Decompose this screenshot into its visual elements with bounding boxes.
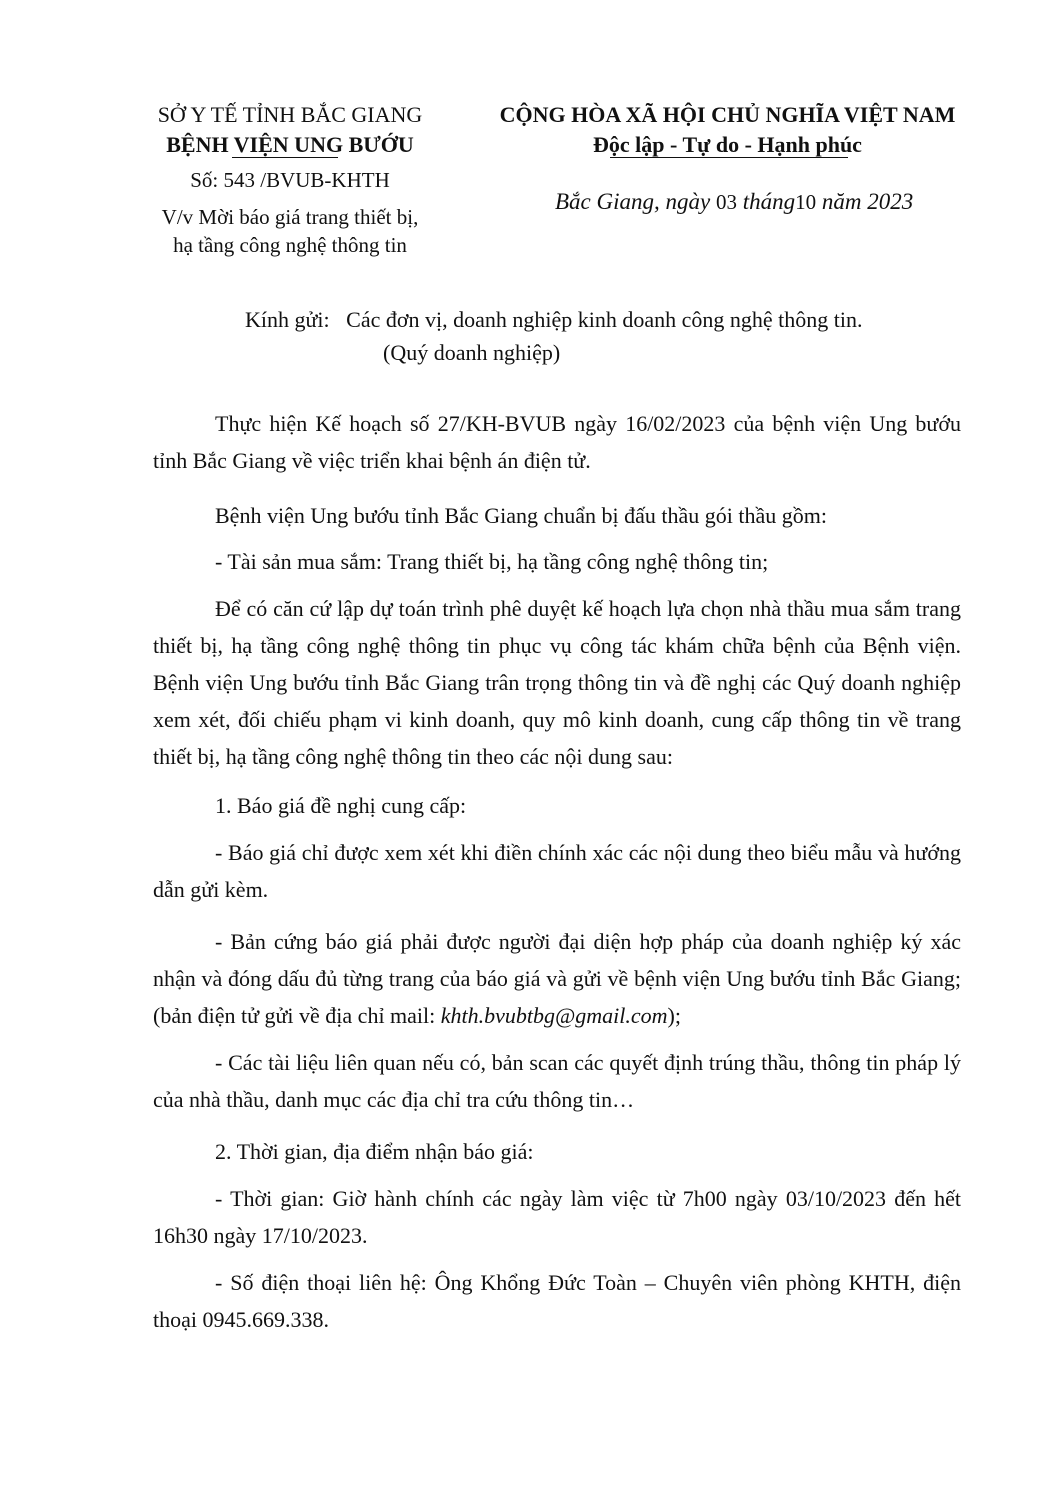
document-number: Số: 543 /BVUB-KHTH [190, 168, 390, 192]
paragraph-5 [153, 787, 961, 824]
paragraph-7-end: ); [667, 1003, 681, 1028]
header-left [130, 100, 450, 160]
header-right-underline [610, 157, 848, 158]
paragraph-1 [153, 405, 961, 479]
paragraph-8-text: - Các tài liệu liên quan nếu có, bản scan các quyết định trúng thầu, thông tin pháp lý của nhà thầu, danh mục các địa chỉ tra cứu thông tin… [153, 1050, 961, 1112]
national-motto: Độc lập - Tự do - Hạnh phúc [593, 132, 862, 157]
paragraph-3 [153, 543, 961, 580]
hospital-name: BỆNH VIỆN UNG BƯỚU [166, 132, 414, 157]
paragraph-2 [153, 497, 961, 534]
nation-title: CỘNG HÒA XÃ HỘI CHỦ NGHĨA VIỆT NAM [499, 102, 956, 127]
paragraph-11 [153, 1264, 961, 1338]
paragraph-7-text: - Bản cứng báo giá phải được người đại diện hợp pháp của doanh nghiệp ký xác nhận và đóng dấu đủ từng trang của báo giá và gửi về bệnh viện Ung bướu tỉnh Bắc Giang; (bản điện tử gửi về địa chỉ mail: [153, 929, 961, 1028]
paragraph-7 [153, 923, 961, 1034]
date-month: 10 [795, 190, 817, 214]
date-line [465, 186, 1061, 218]
paragraph-4 [153, 590, 961, 775]
paragraph-5-text: 1. Báo giá đề nghị cung cấp: [215, 793, 467, 818]
date-place: Bắc Giang, ngày [555, 189, 716, 214]
paragraph-9 [153, 1133, 961, 1170]
recipient-label: Kính gửi: [245, 307, 330, 332]
subject-line-1: V/v Mời báo giá trang thiết bị, [161, 205, 419, 229]
paragraph-9-text: 2. Thời gian, địa điểm nhận báo giá: [215, 1139, 534, 1164]
paragraph-6-text: - Báo giá chỉ được xem xét khi điền chính xác các nội dung theo biểu mẫu và hướng dẫn gửi kèm. [153, 840, 961, 902]
subject-line-2: hạ tầng công nghệ thông tin [173, 233, 407, 257]
header-left-underline [232, 157, 338, 158]
date-day: 03 [715, 190, 737, 214]
header-right [465, 100, 990, 160]
document-subject [130, 203, 450, 259]
paragraph-3-text: - Tài sản mua sắm: Trang thiết bị, hạ tầng công nghệ thông tin; [215, 549, 769, 574]
paragraph-10-text: - Thời gian: Giờ hành chính các ngày làm việc từ 7h00 ngày 03/10/2023 đến hết 16h30 ngày 17/10/2023. [153, 1186, 961, 1248]
date-year: năm 2023 [816, 189, 914, 214]
paragraph-4-text: Để có căn cứ lập dự toán trình phê duyệt kế hoạch lựa chọn nhà thầu mua sắm trang thiết bị, hạ tầng công nghệ thông tin phục vụ công tác khám chữa bệnh của Bệnh viện. Bệnh viện Ung bướu tỉnh Bắc Giang trân trọng thông tin và đề nghị các Quý doanh nghiệp xem xét, đối chiếu phạm vi kinh doanh, quy mô kinh doanh, cung cấp thông tin về trang thiết bị, hạ tầng công nghệ thông tin theo các nội dung sau: [153, 596, 961, 769]
email-link[interactable]: khth.bvubtbg@gmail.com [440, 1003, 668, 1028]
paragraph-2-text: Bệnh viện Ung bướu tỉnh Bắc Giang chuẩn bị đấu thầu gói thầu gồm: [215, 503, 827, 528]
paragraph-1-text: Thực hiện Kế hoạch số 27/KH-BVUB ngày 16/02/2023 của bệnh viện Ung bướu tỉnh Bắc Giang về việc triển khai bệnh án điện tử. [153, 411, 961, 473]
paragraph-10 [153, 1180, 961, 1254]
date-month-label: tháng [736, 189, 796, 214]
recipient-line-2: (Quý doanh nghiệp) [383, 340, 561, 365]
paragraph-11-text: - Số điện thoại liên hệ: Ông Khổng Đức Toàn – Chuyên viên phòng KHTH, điện thoại 0945.669.338. [153, 1270, 961, 1332]
paragraph-8 [153, 1044, 961, 1118]
paragraph-6 [153, 834, 961, 908]
recipient-line-1: Các đơn vị, doanh nghiệp kinh doanh công nghệ thông tin. [346, 307, 863, 332]
agency-name: SỞ Y TẾ TỈNH BẮC GIANG [157, 102, 423, 127]
recipient [245, 305, 1005, 335]
